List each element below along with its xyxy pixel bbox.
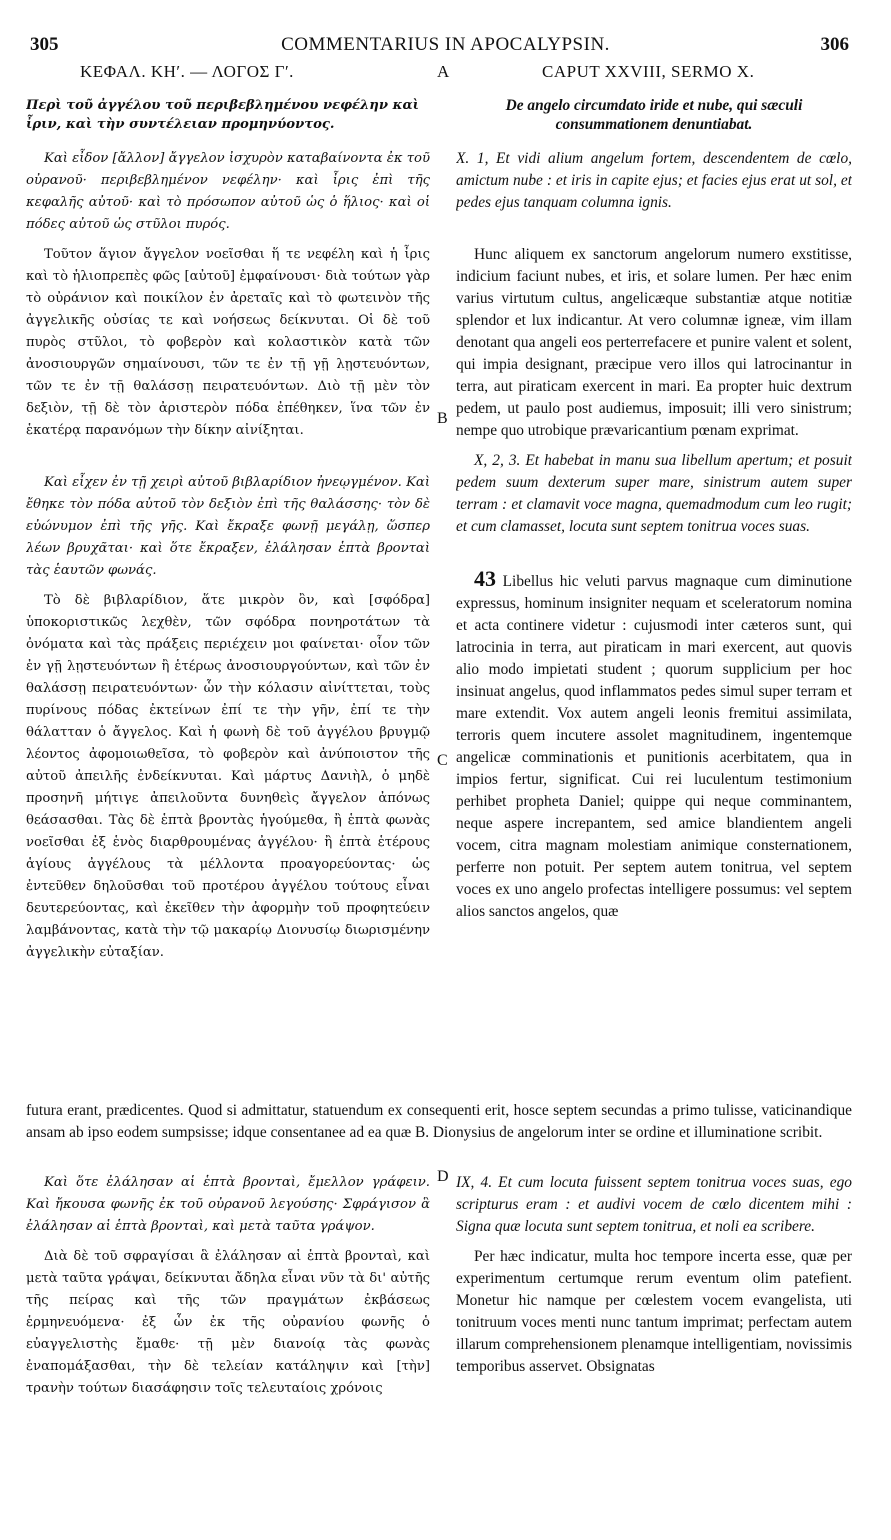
latin-commentary-2: Libellus hic veluti parvus magnaque cum diminutione expressus, hominum insigniter nequam et sceleratorum nomina et acta continere videtur : cujusmodi inter cæteros sunt, qui latrocinia in terra, aut piraticam in mari exercent, aut quovis alio modo impietati student ; quorum supplicium per hoc insinuat angelus, quod inflammatos pedes simul super terram et mare extendit. Vox autem angeli leonis fremitui assimilata, terroris quem incutere assolet magnitudinem, ingentemque angelicæ comminationis et punitionis acerbitatem, qua in impios fertur, significat. Cui rei luculentum testimonium perhibet propheta Daniel; quippe qui neque comminantem, neque aspere increpantem, sed amice blandientem angeli vocem, citra magnam molestiam animique consternationem, perferre non potuit. Per septem autem tonitrua, vel septem voces ex uno angelo profectas intelligere possumus: vel septem alios sanctos angelos, quæ xyxy=(456,573,852,920)
latin-column-lower xyxy=(456,1172,852,1532)
latin-commentary-1: Hunc aliquem ex sanctorum angelorum numero exstitisse, indicium faciunt nubes, et iris, et solare lumen. Per hæc enim varius virtutum cultus, angelicæque substantiæ atque notitiæ splendor et lux indicantur. At vero columnæ igneæ, vim illam denotant qua angeli eos perterrefacere et punire valent et solent, qui impia designant, præcipue vero illos qui latrocinantur in terra, aut piraticam exercent in mari. Ea propter huic dextrum pedem, ut paulo post audiemus, imposuit; illi vero sinistrum; nempe quo utrobique prævaricantium pœnam exprimat. xyxy=(456,246,852,439)
paragraph-number: 43 xyxy=(474,566,496,591)
greek-section-heading: ΚΕΦΑΛ. ΚΗʹ. — ΛΟΓΟΣ Γʹ. xyxy=(80,62,294,81)
latin-section-heading: CAPUT XXVIII, SERMO X. xyxy=(542,62,755,81)
greek-verse-3: Καὶ ὅτε ἐλάλησαν αἱ ἑπτὰ βρονταὶ, ἔμελλον γράφειν. Καὶ ἤκουσα φωνῆς ἐκ τοῦ οὐρανοῦ λεγούσης· Σφράγισον ἃ ἐλάλησαν αἱ ἑπτὰ βρονταὶ, καὶ μετὰ ταῦτα γράψον. xyxy=(26,1175,430,1234)
greek-column-lower xyxy=(26,1172,430,1532)
greek-commentary-2: Τὸ δὲ βιβλαρίδιον, ἅτε μικρὸν ὂν, καὶ [σφόδρα] ὑποκοριστικῶς λεχθὲν, τῶν σφόδρα πονηροτάτων τὰ ὀνόματα καὶ τὰς πράξεις περιέχειν μοι φαίνεται· οἷον τῶν ἐν γῇ λῃστευόντων ἢ ἑτέρως ἀνοσιουργούντων, καὶ τῶν ἐν θαλάσσῃ πειρατευόντων· ὧν τὴν κόλασιν αἰνίττεται, τοὺς πυρίνους πόδας ἐκτείνων ἐπί τε τὴν γῆν, ἐπί τε τὴν θάλατταν ὁ ἄγγελος. Καὶ ἡ φωνὴ δὲ τοῦ ἀγγέλου βρυγμῷ λέοντος ἀφομοιωθεῖσα, τὸ φοβερὸν καὶ ἀνύποιστον τῆς αὐτοῦ ἀπειλῆς ἐνδείκνυται. Καὶ μάρτυς Δανιὴλ, ὁ μηδὲ προσηνῆ μήτιγε ἀπειλοῦντα δυνηθεὶς ἄγγελον ἀπόνως θεάσασθαι. Τὰς δὲ ἑπτὰ βροντὰς ἡγούμεθα, ἢ ἑπτὰ φωνὰς νοεῖσθαι ἐξ ἑνὸς διαρθρουμένας ἀγγέλου· ἢ ἑπτὰ ἑτέρους ἁγίους ἀγγέλους τὰ μέλλοντα προαγορεύοντας· ὡς ἐντεῦθεν δηλοῦσθαι τοῦ προτέρου ἀγγέλου τούτους εἶναι δευτερεύοντας, καὶ ἐκεῖθεν τὴν ἀφορμὴν τοῦ προφητεύειν λαμβάνοντας, κατὰ τὴν τῷ μακαρίῳ Διονυσίῳ διωρισμένην ἀγγελικὴν εὐταξίαν. xyxy=(26,593,430,960)
greek-commentary-1: Τοῦτον ἅγιον ἄγγελον νοεῖσθαι ἥ τε νεφέλη καὶ ἡ ἶρις καὶ τὸ ἡλιοπρεπὲς φῶς [αὐτοῦ] ἐμφαίνουσι· διὰ τούτων γὰρ τὸ οὐράνιον καὶ ποικίλον ἐν ἀρεταῖς καὶ τὸ φωτεινὸν τῆς ἀγγελικῆς οὐσίας τε καὶ νοήσεως δείκνυται. Οἱ δὲ τοῦ πυρὸς στῦλοι, τὸ φοβερὸν καὶ κολαστικὸν κατὰ τῶν ἀνοσιουργῶν σημαίνουσι, τῶν τε ἐν τῇ γῇ λῃστευόντων, τῶν τε ἐν τῇ θαλάσσῃ πειρατευόντων. Διὸ τῇ μὲν τὸν δεξιὸν, τῇ δὲ τὸν ἀριστερὸν πόδα ἐπέθηκεν, ἵνα τῶν ἐν ἑκατέρᾳ παρανόμων τὴν δίκην αἰνίξηται. xyxy=(26,247,430,438)
column-marker-a: A xyxy=(437,62,450,81)
greek-verse-2: Καὶ εἶχεν ἐν τῇ χειρὶ αὐτοῦ βιβλαρίδιον ἠνεῳγμένον. Καὶ ἔθηκε τὸν πόδα αὐτοῦ τὸν δεξιὸν ἐπὶ τῆς θαλάσσης· τὸν δὲ εὐώνυμον ἐπὶ τῆς γῆς. Καὶ ἔκραξε φωνῇ μεγάλῃ, ὥσπερ λέων βρυχᾶται· καὶ ὅτε ἔκραξεν, ἐλάλησαν ἑπτὰ βρονταὶ τὰς ἑαυτῶν φωνάς. xyxy=(26,475,430,578)
margin-letter-b: B xyxy=(437,410,448,427)
margin-letter-c: C xyxy=(437,752,448,769)
greek-column-upper xyxy=(26,96,430,1086)
margin-letter-d: D xyxy=(437,1168,449,1185)
latin-full-width-paragraph: futura erant, prædicentes. Quod si admittatur, statuendum ex consequenti erit, hosce septem secundas a primo tulisse, vaticinandique ansam ab ipso eodem sumpsisse; idque consentanee ad ea quæ B. Dionysius de angelorum inter se ordine et illuminatione scribit. xyxy=(26,1102,852,1141)
greek-verse-1: Καὶ εἶδον [ἄλλον] ἄγγελον ἰσχυρὸν καταβαίνοντα ἐκ τοῦ οὐρανοῦ· περιβεβλημένον νεφέλην· καὶ ἶρις ἐπὶ τῆς κεφαλῆς αὐτοῦ· καὶ τὸ πρόσωπον αὐτοῦ ὡς ὁ ἥλιος· καὶ οἱ πόδες αὐτοῦ ὡς στῦλοι πυρός. xyxy=(26,151,430,232)
running-title: COMMENTARIUS IN APOCALYPSIN. xyxy=(281,34,610,55)
latin-verse-1: X. 1, Et vidi alium angelum fortem, descendentem de cœlo, amictum nube : et iris in capite ejus; et facies ejus erat ut sol, et pedes ejus tanquam columna ignis. xyxy=(456,150,852,211)
greek-chapter-heading: Περὶ τοῦ ἀγγέλου τοῦ περιβεβλημένου νεφέλην καὶ ἶριν, καὶ τὴν συντέλειαν προμηνύοντος. xyxy=(26,98,420,132)
latin-chapter-heading: De angelo circumdato iride et nube, qui sæculi consummationem denuntiabat. xyxy=(505,97,803,133)
latin-verse-2: X, 2, 3. Et habebat in manu sua libellum apertum; et posuit pedem suum dexterum super mare, sinistrum autem super terram : et clamavit voce magna, quemadmodum cum leo rugit; et cum clamasset, locuta sunt septem tonitrua voces suas. xyxy=(456,452,852,535)
latin-column-upper xyxy=(456,96,852,1086)
page-number-left: 305 xyxy=(30,34,59,55)
greek-commentary-3: Διὰ δὲ τοῦ σφραγίσαι ἃ ἐλάλησαν αἱ ἑπτὰ βρονταὶ, καὶ μετὰ ταῦτα γράψαι, δείκνυται ἄδηλα εἶναι νῦν τὰ δι' αὐτῆς τῆς πείρας καὶ τῆς τῶν πραγμάτων ἐκβάσεως ἑρμηνευόμενα· ἐξ ὧν ἐκ τῆς οὐρανίου φωνῆς ὁ εὐαγγελιστὴς ἔμαθε· τῇ μὲν διανοίᾳ τὰς φωνὰς ἐναπομάξασθαι, τὴν δὲ τελείαν κατάληψιν καὶ [τὴν] τρανὴν τούτων διασάφησιν τοῖς τελευταίοις χρόνοις xyxy=(26,1249,430,1396)
page-number-right: 306 xyxy=(820,34,849,55)
latin-verse-3: IX, 4. Et cum locuta fuissent septem tonitrua voces suas, ego scripturus eram : et audivi vocem de cœlo dicentem mihi : Signa quæ locuta sunt septem tonitrua, et noli ea scribere. xyxy=(456,1174,852,1235)
latin-commentary-3: Per hæc indicatur, multa hoc tempore incerta esse, quæ per experimentum certumque rerum eventum olim patefient. Monetur hic namque per cœlestem vocem evangelista, uti tonitruum voces menti nunc tantum imprimat; perfectam autem illarum comprehensionem plenamque intelligentiam, novissimis temporibus asservet. Obsignatas xyxy=(456,1248,852,1375)
